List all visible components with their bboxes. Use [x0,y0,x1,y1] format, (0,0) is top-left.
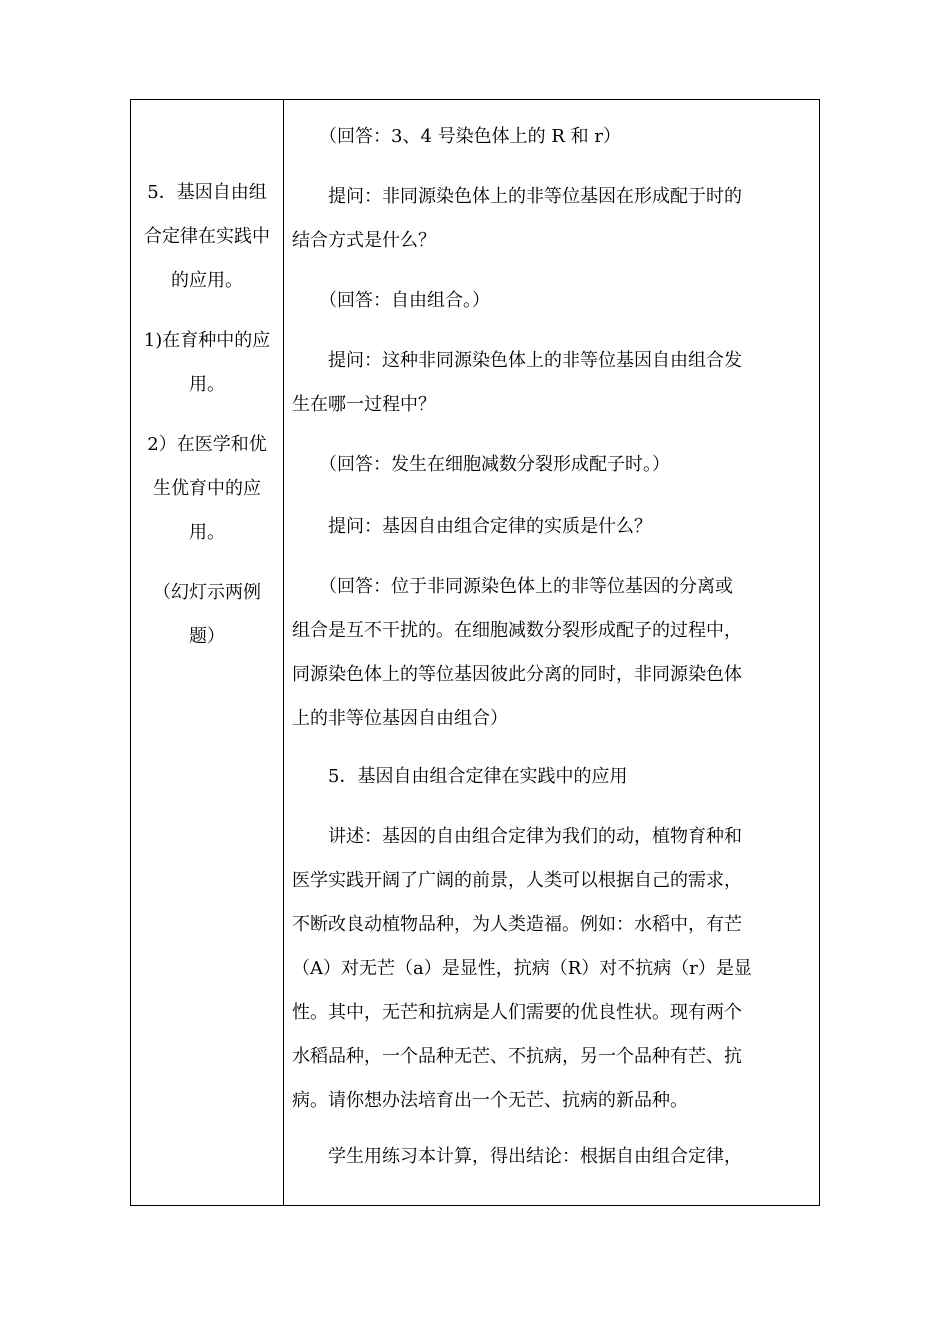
section-heading: 5．基因自由组 合定律在实践中 的应用。 [144,182,270,291]
paragraph-answer-chromosomes: （回答：3、4 号染色体上的 R 和 r） [292,126,621,147]
paragraph-lecture-example: 讲述：基因的自由组合定律为我们的动，植物育种和 医学实践开阔了广阔的前景，人类可以根据自己的需求， 不断改良动植物品种，为人类造福。例如：水稻中，有芒 （A）对无芒（a）是显性，抗病（R）对不抗病（r）是显 性。其中，无芒和抗病是人们需要的优良性状。现有两个 水稻品种，一个品种无芒、不抗病，另一个品种有芒、抗 病。请你想办法培育出一个无芒、抗病的新品种。 [292,826,752,1111]
paragraph-question-essence: 提问：基因自由组合定律的实质是什么？ [292,516,652,537]
paragraph-student-exercise: 学生用练习本计算，得出结论：根据自由组合定律， [292,1146,742,1167]
outline-note-slides: （幻灯示两例 题） [153,582,261,647]
paragraph-answer-meiosis: （回答：发生在细胞减数分裂形成配子时。） [292,454,670,475]
paragraph-answer-free-combination: （回答：自由组合。） [292,290,490,311]
paragraph-answer-essence: （回答：位于非同源染色体上的非等位基因的分离或 组合是互不干扰的。在细胞减数分裂形成配子的过程中， 同源染色体上的等位基因彼此分离的同时，非同源染色体 上的非等位基因自由组合） [292,576,742,729]
content-column [284,100,821,1205]
outline-item-medicine: 2）在医学和优 生优育中的应 用。 [147,434,267,543]
lesson-table [130,99,820,1206]
paragraph-question-combination: 提问：非同源染色体上的非等位基因在形成配于时的 结合方式是什么？ [292,186,742,251]
outline-item-breeding: 1)在育种中的应 用。 [143,330,271,395]
outline-column [131,100,283,1205]
paragraph-section-heading: 5．基因自由组合定律在实践中的应用 [292,766,628,787]
paragraph-question-process: 提问：这种非同源染色体上的非等位基因自由组合发 生在哪一过程中？ [292,350,742,415]
